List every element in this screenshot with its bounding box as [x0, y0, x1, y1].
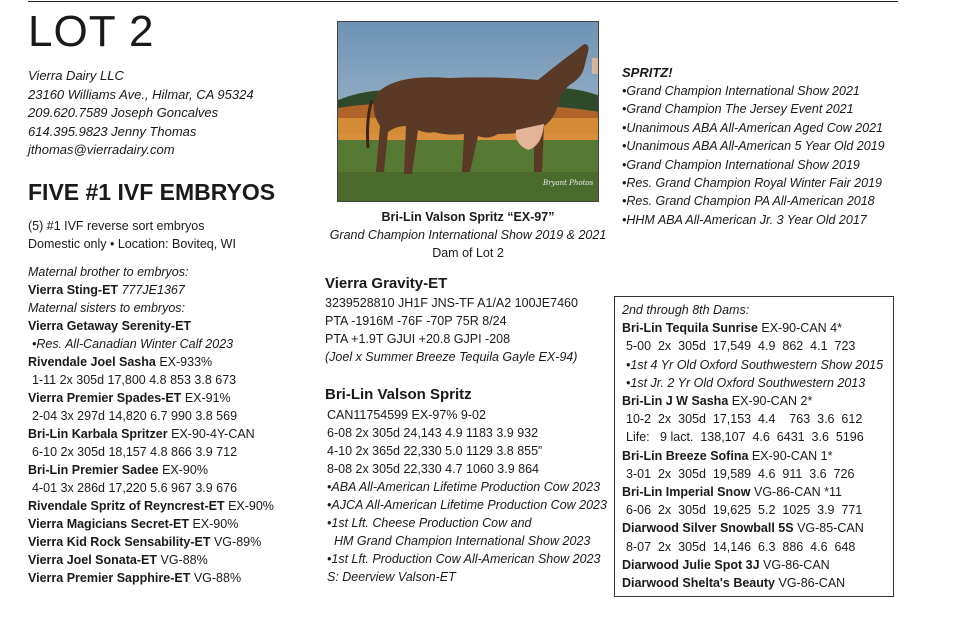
dam-block [325, 385, 607, 586]
spritz-honor: •HHM ABA All-American Jr. 3 Year Old 2017 [622, 212, 867, 227]
top-rule [28, 1, 898, 2]
sister-name: Vierra Joel Sonata-ET [28, 553, 157, 567]
photo-caption-line-3: Dam of Lot 2 [432, 246, 504, 260]
spritz-heading: SPRITZ! [622, 65, 673, 80]
sister-score: EX-90% [192, 517, 239, 531]
sister-name: Rivendale Spritz of Reyncrest-ET [28, 499, 225, 513]
dam-entry-score: EX-90-CAN 4* [761, 321, 842, 336]
sire-line-1: 3239528810 JH1F JNS-TF A1/A2 100JE7460 [325, 296, 578, 310]
spritz-honor: •Res. Grand Champion PA All-American 2018 [622, 194, 875, 209]
dam-honor-3: •1st Lft. Cheese Production Cow and [327, 516, 532, 530]
brother-label: Maternal brother to embryos: [28, 265, 189, 279]
dam-id-line: CAN11754599 EX-97% 9-02 [327, 408, 486, 422]
sister-entry [28, 389, 274, 407]
dam-entry-name: Bri-Lin Breeze Sofina [622, 448, 749, 463]
sister-name: Vierra Premier Spades-ET [28, 391, 182, 405]
sister-name: Rivendale Joel Sasha [28, 355, 156, 369]
maternal-block [28, 263, 274, 587]
dam-honor-5: •1st Lft. Production Cow All-American Show 2023 [327, 552, 601, 566]
owner-address: 23160 Williams Ave., Hilmar, CA 95324 [28, 86, 254, 102]
sister-name: Vierra Kid Rock Sensability-ET [28, 535, 211, 549]
sister-name: Bri-Lin Karbala Spritzer [28, 427, 168, 441]
spritz-honor: •Unanimous ABA All-American Aged Cow 2021 [622, 120, 883, 135]
sire-name: Vierra Gravity-ET [325, 275, 448, 292]
sister-entry [28, 497, 274, 515]
dam-entry-note: •1st 4 Yr Old Oxford Southwestern Show 2015 [626, 357, 884, 372]
spritz-honor: •Grand Champion International Show 2019 [622, 157, 860, 172]
offering-heading: FIVE #1 IVF EMBRYOS [28, 179, 276, 205]
sister-name: Vierra Premier Sapphire-ET [28, 571, 191, 585]
dam-entry-record: 6-06 2x 305d 19,625 5.2 1025 3.9 771 [626, 503, 863, 518]
photo-caption-line-2: Grand Champion International Show 2019 & 2021 [329, 228, 607, 242]
dam-sire: S: Deerview Valson-ET [327, 570, 456, 584]
dam-record-2: 4-10 2x 365d 22,330 5.0 1129 3.8 855” [327, 444, 543, 458]
dam-honor-2: •AJCA All-American Lifetime Production Cow 2023 [327, 498, 607, 512]
sister-name: Bri-Lin Premier Sadee [28, 463, 159, 477]
spritz-honor: •Grand Champion International Show 2021 [622, 84, 860, 98]
spritz-block [622, 64, 885, 229]
brother-name: Vierra Sting-ET [28, 283, 119, 297]
sister-score: EX-90-4Y-CAN [171, 427, 255, 441]
sister-record: 1-11 2x 305d 17,800 4.8 853 3.8 673 [32, 373, 237, 387]
spritz-honor: •Res. Grand Champion Royal Winter Fair 2019 [622, 176, 882, 191]
dam-entry [622, 574, 883, 592]
sister-score: EX-933% [159, 355, 213, 369]
sister-entry [28, 317, 274, 335]
dams-heading: 2nd through 8th Dams: [622, 303, 750, 317]
sisters-label: Maternal sisters to embryos: [28, 301, 185, 315]
sister-entry [28, 533, 274, 551]
sister-score: VG-89% [213, 535, 262, 549]
dam-entry-score: VG-86-CAN [763, 557, 830, 572]
brother-id: 777JE1367 [121, 283, 185, 297]
dams-list [622, 319, 883, 592]
sister-entry [28, 515, 274, 533]
dam-entry-name: Diarwood Silver Snowball 5S [622, 521, 794, 536]
sister-record: 2-04 3x 297d 14,820 6.7 990 3.8 569 [32, 409, 238, 423]
dam-entry-record: 10-2 2x 305d 17,153 4.4 763 3.6 612 [626, 412, 863, 427]
dam-entry-score: EX-90-CAN 1* [751, 448, 833, 463]
offering-line-1: (5) #1 IVF reverse sort embryos [28, 219, 205, 233]
lot-title: LOT 2 [28, 7, 155, 56]
offering-line-2: Domestic only • Location: Boviteq, WI [28, 237, 236, 251]
photo-signature: Bryant Photos [543, 179, 594, 187]
sire-line-2: PTA -1916M -76F -70P 75R 8/24 [325, 314, 507, 328]
owner-email[interactable]: jthomas@vierradairy.com [28, 142, 175, 157]
owner-phone-2: 614.395.9823 Jenny Thomas [28, 123, 197, 139]
dam-entry-name: Bri-Lin J W Sasha [622, 394, 729, 409]
sisters-list [28, 317, 274, 587]
dam-entry-note: •1st Jr. 2 Yr Old Oxford Southwestern 2013 [626, 375, 866, 390]
sister-note: •Res. All-Canadian Winter Calf 2023 [32, 337, 234, 351]
dam-entry-score: VG-85-CAN [797, 521, 864, 536]
dam-entry [622, 483, 883, 501]
cow-photo-illustration [338, 22, 599, 202]
dam-entry-record: 3-01 2x 305d 19,589 4.6 911 3.6 726 [626, 466, 855, 481]
sister-name: Vierra Getaway Serenity-ET [28, 319, 192, 333]
sister-score: VG-88% [160, 553, 208, 567]
dam-entry-record: 8-07 2x 305d 14,146 6.3 886 4.6 648 [626, 539, 856, 554]
dam-entry-score: VG-86-CAN *11 [753, 485, 842, 500]
dam-entry-name: Bri-Lin Imperial Snow [622, 485, 751, 500]
dam-entry [622, 556, 883, 574]
dams-box [614, 296, 894, 597]
owner-block [28, 67, 254, 160]
spritz-honor: •Unanimous ABA All-American 5 Year Old 2019 [622, 139, 885, 154]
brother-entry [28, 281, 274, 299]
sister-score: EX-90% [228, 499, 274, 513]
sister-entry [28, 569, 274, 587]
sister-entry [28, 425, 274, 443]
spritz-list [622, 82, 885, 229]
sister-score: EX-90% [162, 463, 208, 477]
sister-score: VG-88% [193, 571, 242, 585]
dam-name: Bri-Lin Valson Spritz [325, 386, 472, 403]
dam-entry-name: Bri-Lin Tequila Sunrise [622, 321, 758, 336]
sister-entry [28, 353, 274, 371]
sire-pedigree: (Joel x Summer Breeze Tequila Gayle EX-94) [325, 350, 578, 364]
owner-name: Vierra Dairy LLC [28, 68, 124, 83]
dam-record-1: 6-08 2x 305d 24,143 4.9 1183 3.9 932 [327, 426, 539, 440]
photo-caption-name: Bri-Lin Valson Spritz “EX-97” [381, 210, 555, 224]
sister-name: Vierra Magicians Secret-ET [28, 517, 189, 531]
dam-honor-1: •ABA All-American Lifetime Production Cow 2023 [327, 480, 601, 494]
owner-phone-1: 209.620.7589 Joseph Goncalves [28, 105, 219, 120]
dam-entry [622, 392, 883, 410]
dam-entry [622, 447, 883, 465]
dam-honor-4: HM Grand Champion International Show 2023 [327, 534, 591, 548]
dam-entry-record: Life: 9 lact. 138,107 4.6 6431 3.6 5196 [626, 430, 864, 445]
sister-record: 4-01 3x 286d 17,220 5.6 967 3.9 676 [32, 481, 238, 495]
dam-entry [622, 519, 883, 537]
dam-entry-score: VG-86-CAN [778, 576, 846, 591]
sire-line-3: PTA +1.9T GJUI +20.8 GJPI -208 [325, 332, 511, 346]
dam-entry-name: Diarwood Julie Spot 3J [622, 557, 760, 572]
dam-entry-name: Diarwood Shelta's Beauty [622, 576, 776, 591]
sister-entry [28, 461, 274, 479]
sire-block [325, 274, 578, 366]
sister-record: 6-10 2x 305d 18,157 4.8 866 3.9 712 [32, 445, 238, 459]
sister-score: EX-91% [184, 391, 231, 405]
sister-entry [28, 551, 274, 569]
dam-entry [622, 319, 883, 337]
dam-entry-record: 5-00 2x 305d 17,549 4.9 862 4.1 723 [626, 339, 856, 354]
dam-record-3: 8-08 2x 305d 22,330 4.7 1060 3.9 864 [327, 462, 539, 476]
cow-photo [337, 21, 599, 202]
spritz-honor: •Grand Champion The Jersey Event 2021 [622, 102, 854, 117]
dam-entry-score: EX-90-CAN 2* [731, 394, 813, 409]
